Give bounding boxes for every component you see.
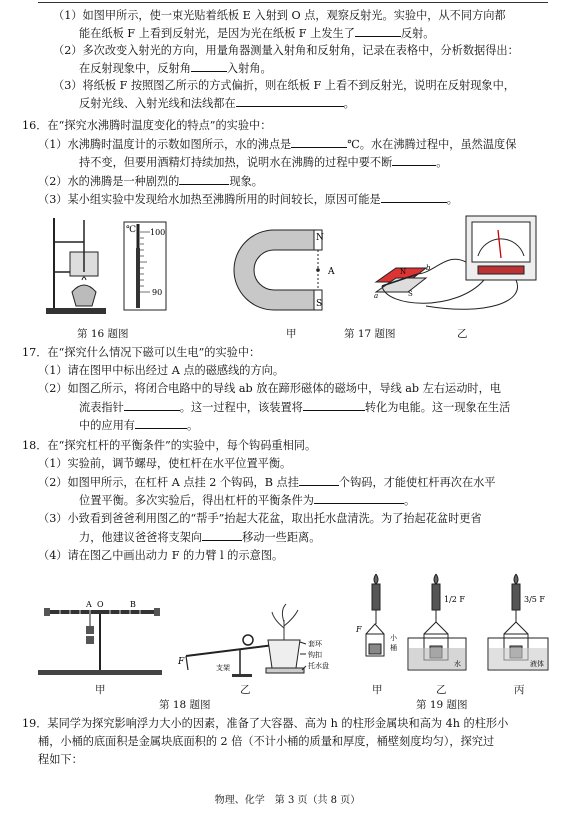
fig17-yi-caption: 乙 (457, 328, 468, 340)
answer-blank[interactable] (314, 492, 404, 504)
force-f-label: F (178, 657, 185, 667)
q17-heading: 17．在“探究什么情况下磁可以生电”的实验中： (22, 346, 261, 359)
q16-part2: （2）水的沸腾是一种剧烈的 现象。 (38, 175, 263, 188)
q19-line1: 19．某同学为探究影响浮力大小的因素，准备了大容器、高为 h 的柱形金属块和高为 4h 的柱形小 (22, 717, 509, 730)
bucket-label-1: 小 (390, 634, 397, 642)
answer-blank[interactable] (135, 417, 187, 429)
q15-part3-line1: （3）将纸板 F 按照图乙所示的方式偏折，则在纸板 F 上看不到反射光，说明在反射现象中， (53, 79, 515, 92)
svg-text:S: S (408, 290, 413, 298)
lever-b-label: B (130, 600, 136, 609)
three-fifths-f-label: 3/5 F (524, 595, 545, 604)
hook-label: 钩扣 (308, 651, 322, 659)
lever-o-label: O (97, 600, 104, 609)
fig19-yi-caption: 乙 (436, 684, 447, 696)
q17-part2-line2: 流表指针 。这一过程中，该装置将 转化为电能。这一现象在生活 (79, 401, 511, 414)
water-label: 水 (454, 660, 461, 668)
induction-circuit-figure (366, 212, 556, 322)
answer-blank[interactable] (381, 191, 447, 203)
fig18-jia-caption: 甲 (95, 684, 106, 696)
svg-text:N: N (400, 268, 407, 276)
q18-part4: （4）请在图乙中画出动力 F 的力臂 l 的示意图。 (38, 549, 284, 562)
lever-a-label: A (86, 600, 92, 609)
q15-part2-line2: 在反射现象中，反射角 入射角。 (79, 62, 272, 75)
q19-line3: 程如下： (38, 753, 83, 766)
q18-part2-line1: （2）如图甲所示，在杠杆 A 点挂 2 个钩码，B 点挂 个钩码，才能使杠杆再次在水平 (38, 476, 496, 489)
answer-blank[interactable] (191, 60, 227, 72)
fig18-yi-caption: 乙 (240, 684, 251, 696)
half-f-label: 1/2 F (444, 595, 465, 604)
answer-blank[interactable] (299, 474, 339, 486)
answer-blank[interactable] (355, 25, 401, 37)
q15-part1-line1: （1）如图甲所示，使一束光贴着纸板 E 入射到 O 点，观察反射光。实验中，从不同方向都 (53, 9, 506, 22)
boiling-apparatus-figure (40, 212, 180, 322)
q17-part2-line1: （2）如图乙所示，将闭合电路中的导线 ab 放在蹄形磁体的磁场中，导线 ab 左右运动时，电 (38, 382, 501, 395)
fig19-caption: 第 19 题图 (416, 699, 468, 711)
q18-part3-line1: （3）小致看到爸爸利用图乙的“帮手”抬起大花盆，取出托水盘清洗。为了抬起花盆时更省 (38, 512, 482, 525)
fig19-bing-caption: 丙 (514, 684, 525, 696)
horseshoe-magnet-figure (230, 226, 340, 320)
answer-blank[interactable] (124, 399, 180, 411)
page-footer: 物理、化学 第 3 页（共 8 页） (214, 795, 361, 806)
tray-label: 托水盘 (308, 662, 329, 670)
answer-blank[interactable] (179, 173, 229, 185)
q17-part2-line3: 中的应用有 。 (79, 419, 199, 432)
fig17-caption: 第 17 题图 (344, 328, 396, 340)
q15-part3-line2: 反射光线、入射光线和法线都在 。 (79, 97, 355, 110)
q18-part3-line2: 力，他建议爸爸将支架向 移动一些距离。 (79, 531, 321, 544)
q18-part1: （1）实验前，调节螺母，使杠杆在水平位置平衡。 (38, 457, 292, 470)
fig19-f-label: F (356, 625, 362, 634)
support-label: 支架 (216, 664, 230, 672)
point-a-dot (316, 268, 320, 272)
point-a-label: A (328, 267, 335, 277)
answer-blank[interactable] (291, 136, 347, 148)
fig19-jia-caption: 甲 (372, 684, 383, 696)
therm-90-label: 90 (152, 288, 163, 297)
svg-text:a: a (374, 292, 379, 300)
fig17-jia-caption: 甲 (286, 328, 297, 340)
answer-blank[interactable] (392, 154, 436, 166)
magnet-n-label: N (316, 233, 324, 243)
therm-unit-label: ℃ (126, 225, 137, 235)
q19-line2: 桶，小桶的底面积是金属块底面积的 2 倍（不计小桶的质量和厚度，桶壁刻度均匀），探究过 (38, 735, 495, 748)
q16-heading: 16．在“探究水沸腾时温度变化的特点”的实验中： (22, 119, 272, 132)
q18-heading: 18．在“探究杠杆的平衡条件”的实验中，每个钩码重相同。 (22, 439, 317, 452)
top-rule (38, 2, 548, 3)
q16-part1-line1: （1）水沸腾时温度计的示数如图所示，水的沸点是 ℃。水在沸腾过程中，虽然温度保 (38, 138, 517, 151)
flowerpot-helper-figure (172, 598, 332, 682)
q15-part1-line2: 能在纸板 F 上看到反射光，是因为光在纸板 F 上发生了 反射。 (79, 27, 435, 40)
q16-part1-line2: 持不变，但要用酒精灯持续加热，说明水在沸腾的过程中要不断 。 (79, 156, 448, 169)
buoyancy-figure (352, 572, 562, 680)
answer-blank[interactable] (236, 95, 344, 107)
q18-part2-line2: 位置平衡。多次实验后，得出杠杆的平衡条件为 。 (79, 494, 416, 507)
ring-label: 套环 (308, 640, 322, 648)
q15-part2-line1: （2）多次改变入射光的方向，用量角器测量入射角和反射角，记录在表格中，分析数据得出： (53, 44, 519, 57)
lever-figure (30, 598, 170, 678)
bucket-label-2: 桶 (390, 644, 397, 652)
magnet-s-label: S (316, 299, 323, 309)
q17-part1: （1）请在图甲中标出经过 A 点的磁感线的方向。 (38, 364, 285, 377)
fig18-caption: 第 18 题图 (159, 699, 211, 711)
svg-text:b: b (426, 264, 431, 272)
q16-part3: （3）某小组实验中发现给水加热至沸腾所用的时间较长，原因可能是 。 (38, 193, 458, 206)
answer-blank[interactable] (303, 399, 365, 411)
liquid-label: 液体 (530, 660, 544, 668)
therm-100-label: 100 (150, 228, 166, 237)
fig16-caption: 第 16 题图 (77, 328, 129, 340)
answer-blank[interactable] (202, 529, 242, 541)
